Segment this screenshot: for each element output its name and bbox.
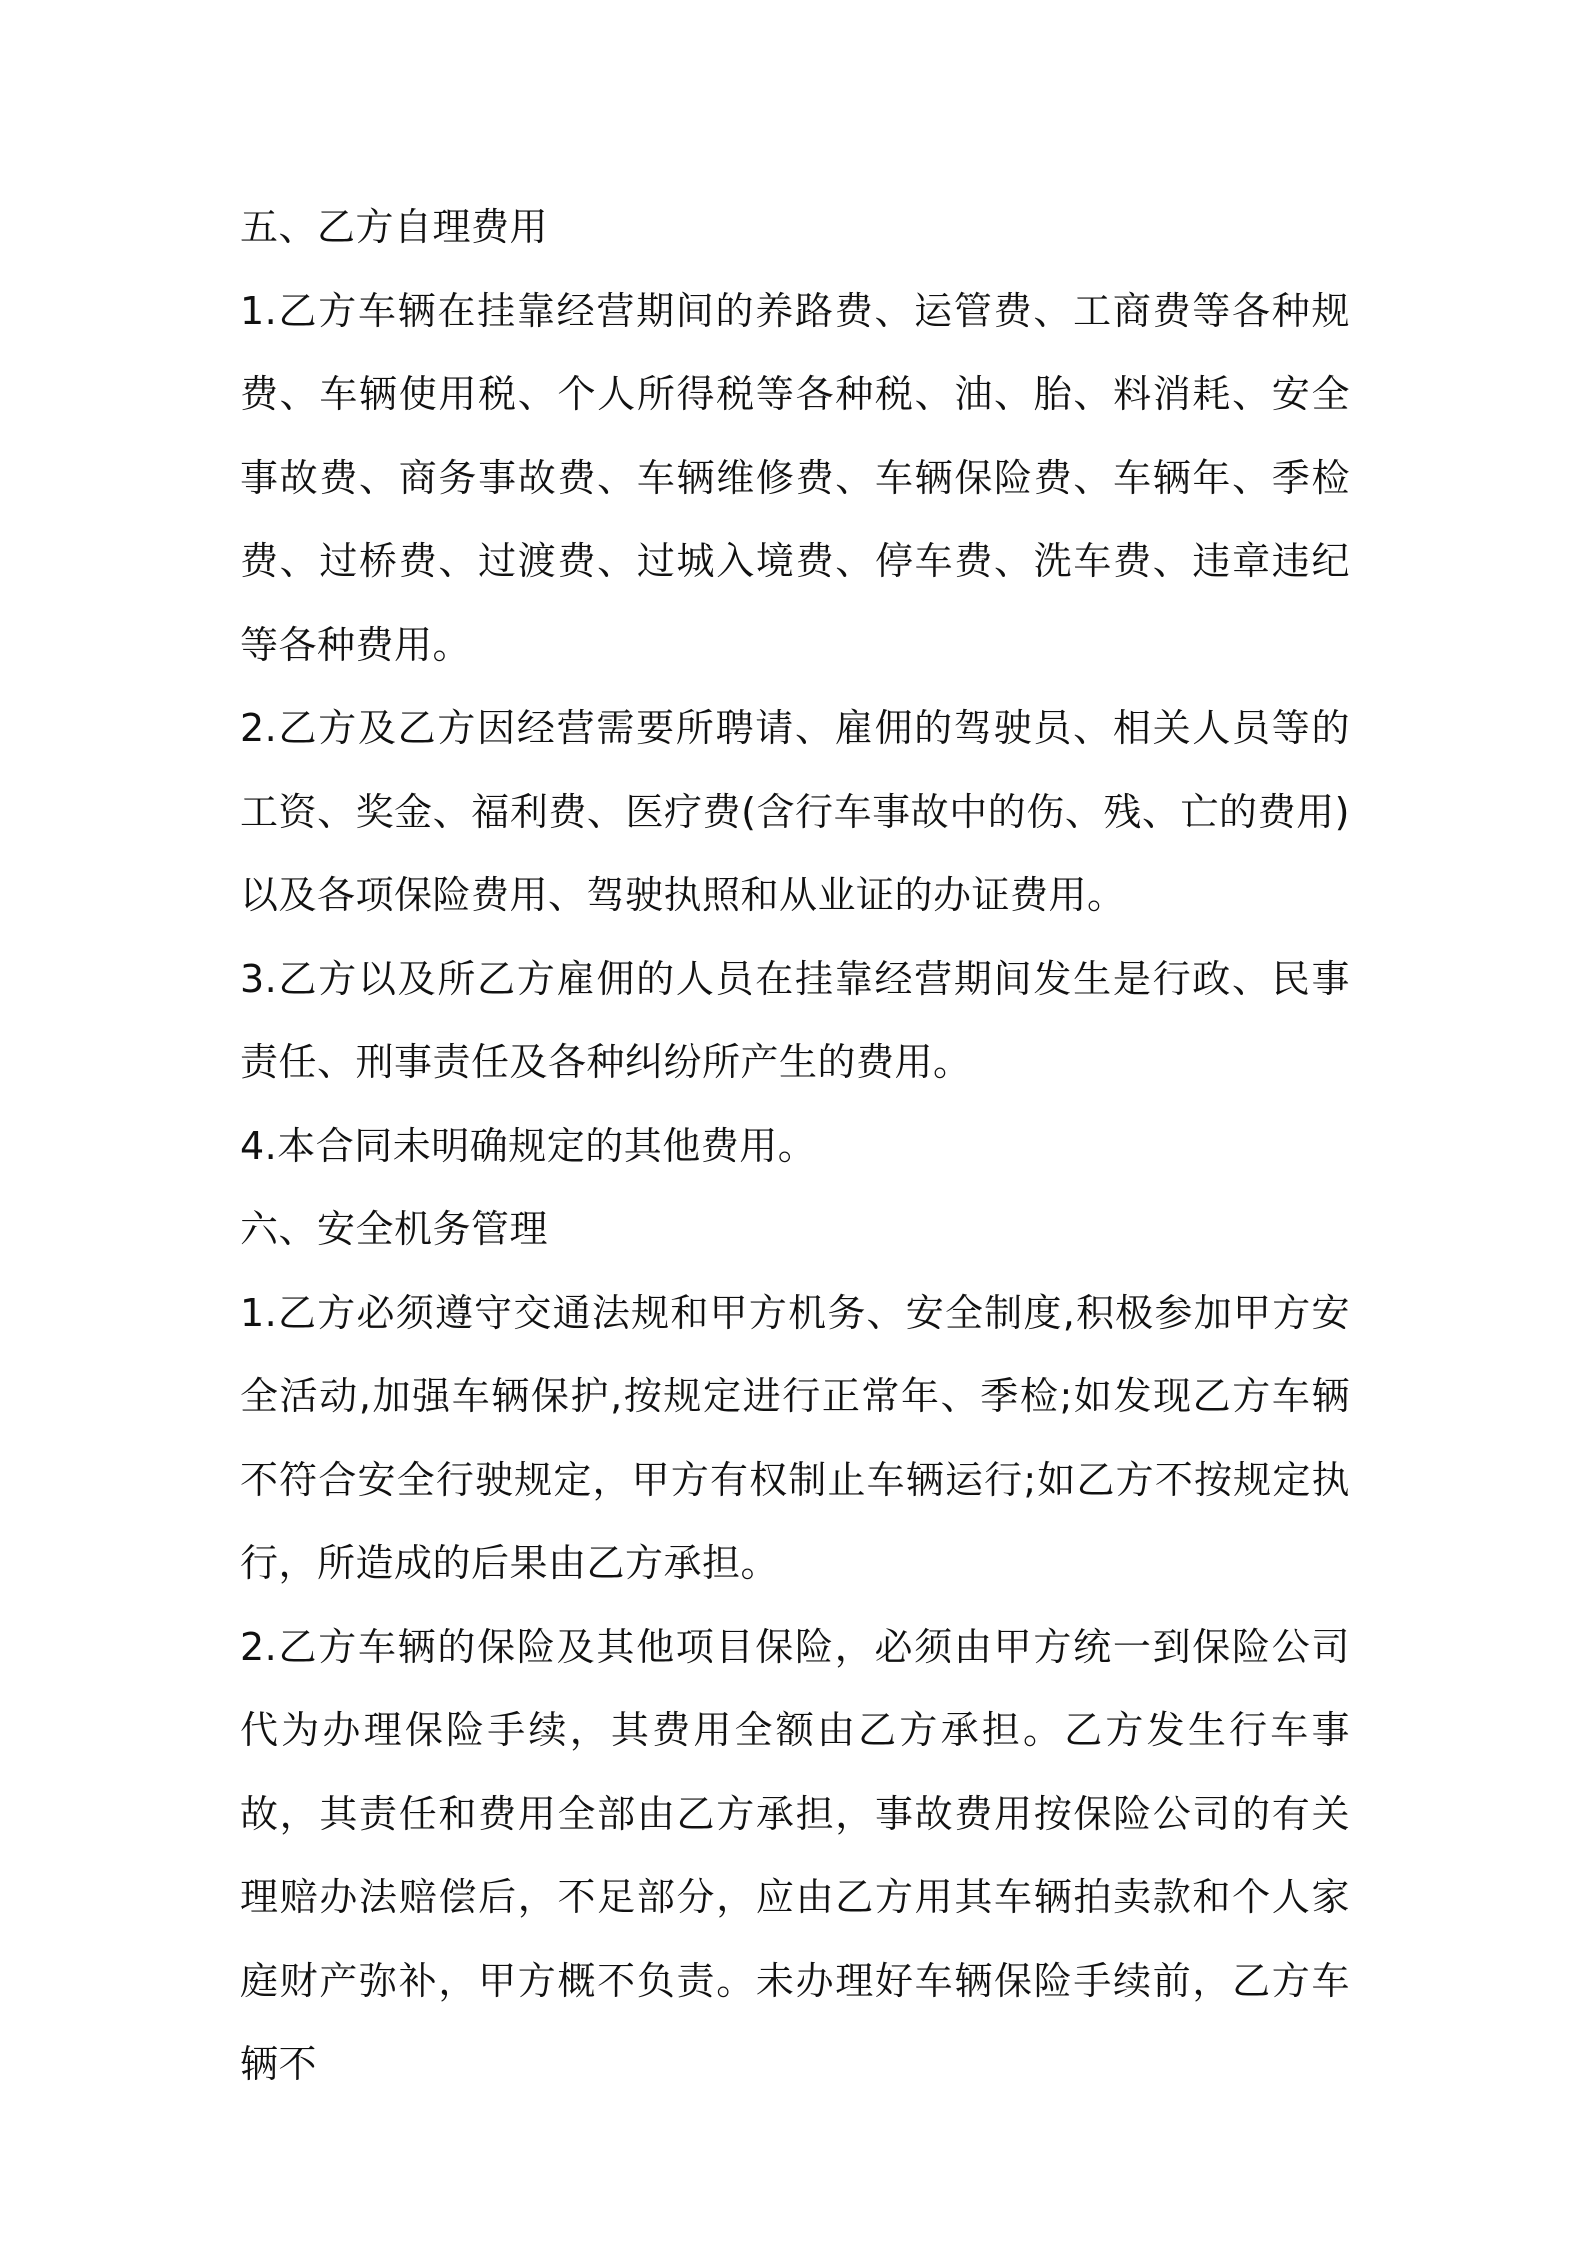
section5-item-4: 4.本合同未明确规定的其他费用。 — [240, 1123, 817, 1168]
section5-item-1: 1.乙方车辆在挂靠经营期间的养路费、运管费、工商费等各种规费、车辆使用税、个人所得税等各种税、油、胎、料消耗、安全事故费、商务事故费、车辆维修费、车辆保险费、车辆年、季检费、过桥费、过渡费、过城入境费、停车费、洗车费、违章违纪等各种费用。 — [240, 288, 1350, 667]
section5-item-2: 2.乙方及乙方因经营需要所聘请、雇佣的驾驶员、相关人员等的工资、奖金、福利费、医疗费(含行车事故中的伤、残、亡的费用)以及各项保险费用、驾驶执照和从业证的办证费用。 — [240, 706, 1350, 917]
section6-item-2: 2.乙方车辆的保险及其他项目保险，必须由甲方统一到保险公司代为办理保险手续，其费用全额由乙方承担。乙方发生行车事故，其责任和费用全部由乙方承担，事故费用按保险公司的有关理赔办法赔偿后，不足部分，应由乙方用其车辆拍卖款和个人家庭财产弥补，甲方概不负责。未办理好车辆保险手续前，乙方车辆不 — [240, 1624, 1350, 2086]
section5-item-3: 3.乙方以及所乙方雇佣的人员在挂靠经营期间发生是行政、民事责任、刑事责任及各种纠纷所产生的费用。 — [240, 956, 1350, 1084]
section-heading-5: 五、乙方自理费用 — [240, 205, 549, 249]
section6-item-1: 1.乙方必须遵守交通法规和甲方机务、安全制度,积极参加甲方安全活动,加强车辆保护,按规定进行正常年、季检;如发现乙方车辆不符合安全行驶规定，甲方有权制止车辆运行;如乙方不按规定执行，所造成的后果由乙方承担。 — [240, 1290, 1350, 1585]
section-heading-6: 六、安全机务管理 — [240, 1207, 549, 1251]
contract-text — [240, 186, 1350, 2107]
